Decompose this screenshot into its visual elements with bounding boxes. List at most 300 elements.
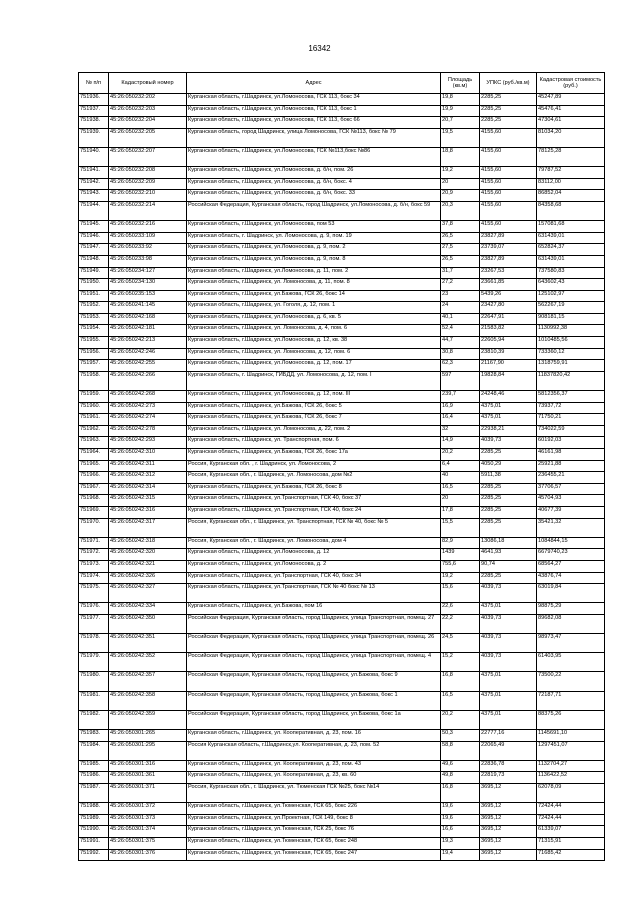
cadastral-number-cell: 45:26:050232:204 — [109, 117, 187, 129]
table-row — [79, 518, 605, 537]
table-row — [79, 772, 605, 784]
upks-cell: 4039,73 — [480, 634, 537, 653]
area-cell: 27,5 — [441, 244, 480, 256]
cadastral-number-cell: 45:26:050301:316 — [109, 760, 187, 772]
upks-cell: 4375,01 — [480, 414, 537, 426]
cadastral-cost-cell: 68564,27 — [537, 560, 605, 572]
area-cell: 40,1 — [441, 313, 480, 325]
cadastral-number-cell: 45:26:050233:109 — [109, 232, 187, 244]
cadastral-cost-cell: 60192,03 — [537, 437, 605, 449]
cadastral-cost-cell: 98875,29 — [537, 603, 605, 615]
address-cell: Россия, Курганская обл., г. Шадринск, ул. Ломоносова, дом 4 — [187, 537, 441, 549]
table-row — [79, 837, 605, 849]
row-number-cell: 751987. — [79, 784, 109, 803]
area-cell: 24,5 — [441, 634, 480, 653]
area-cell: 19,3 — [441, 837, 480, 849]
address-cell: Российская Федерация, Курганская область, город Шадринск, ул.Бажова, бокс 1а — [187, 710, 441, 729]
upks-cell: 4155,60 — [480, 178, 537, 190]
upks-cell: 2285,25 — [480, 495, 537, 507]
cadastral-cost-cell: 157081,68 — [537, 221, 605, 233]
address-cell: Курганская область, г.Шадринск, ул.Ломоносова, д. 12 — [187, 549, 441, 561]
row-number-cell: 751957. — [79, 360, 109, 372]
table-row — [79, 128, 605, 147]
table-row — [79, 784, 605, 803]
area-cell: 20,3 — [441, 201, 480, 220]
area-cell: 1439 — [441, 549, 480, 561]
table-row — [79, 325, 605, 337]
cadastral-number-cell: 45:26:050234:127 — [109, 267, 187, 279]
area-cell: 27,2 — [441, 279, 480, 291]
area-cell: 31,7 — [441, 267, 480, 279]
row-number-cell: 751944. — [79, 201, 109, 220]
table-header-row — [79, 73, 605, 94]
upks-cell: 3695,12 — [480, 826, 537, 838]
cadastral-number-cell: 45:26:050301:265 — [109, 730, 187, 742]
row-number-cell: 751975. — [79, 584, 109, 603]
page-number: 16342 — [308, 44, 331, 53]
header-cadastral-number: Кадастровый номер — [109, 73, 187, 94]
row-number-cell: 751962. — [79, 425, 109, 437]
cadastral-cost-cell: 46161,98 — [537, 449, 605, 461]
address-cell: Курганская область, г.Шадринск, ул.Бажова, ГСК 26, бокс 5 — [187, 402, 441, 414]
upks-cell: 23810,39 — [480, 348, 537, 360]
row-number-cell: 751966. — [79, 472, 109, 484]
cadastral-cost-cell: 72424,44 — [537, 814, 605, 826]
table-row — [79, 279, 605, 291]
cadastral-cost-cell: 84358,68 — [537, 201, 605, 220]
table-row — [79, 849, 605, 861]
table-row — [79, 201, 605, 220]
area-cell: 20,2 — [441, 710, 480, 729]
table-row — [79, 337, 605, 349]
area-cell: 19,6 — [441, 803, 480, 815]
table-row — [79, 147, 605, 166]
upks-cell: 4039,73 — [480, 437, 537, 449]
table-row — [79, 232, 605, 244]
row-number-cell: 751946. — [79, 232, 109, 244]
cadastral-cost-cell: 631439,01 — [537, 232, 605, 244]
upks-cell: 2285,25 — [480, 117, 537, 129]
area-cell: 6,4 — [441, 460, 480, 472]
cadastral-number-cell: 45:26:050242:293 — [109, 437, 187, 449]
table-row — [79, 105, 605, 117]
row-number-cell: 751940. — [79, 147, 109, 166]
row-number-cell: 751956. — [79, 348, 109, 360]
upks-cell: 4375,01 — [480, 672, 537, 691]
row-number-cell: 751948. — [79, 255, 109, 267]
address-cell: Курганская область, г.Шадринск, ул.Ломоносова, ГСК 113, бокс 34 — [187, 94, 441, 106]
row-number-cell: 751992. — [79, 849, 109, 861]
upks-cell: 4641,93 — [480, 549, 537, 561]
table-row — [79, 826, 605, 838]
table-row — [79, 506, 605, 518]
address-cell: Курганская область, г.Шадринск, ул.Ломоносова, д. 2 — [187, 560, 441, 572]
address-cell: Курганская область, г.Шадринск, ул.Бажова, ГСК 26, бокс 17а — [187, 449, 441, 461]
table-row — [79, 255, 605, 267]
cadastral-number-cell: 45:26:050242:278 — [109, 425, 187, 437]
upks-cell: 90,74 — [480, 560, 537, 572]
address-cell: Курганская область, г.Шадринск, ул.Ломоносова, д. б/н, бокс. 33 — [187, 190, 441, 202]
cadastral-number-cell: 45:26:050301:375 — [109, 837, 187, 849]
address-cell: Курганская область, г.Шадринск, ул.Ломоносова, д. 12, пом. 17 — [187, 360, 441, 372]
table-row — [79, 371, 605, 390]
header-upks: УПКС (руб./кв.м) — [480, 73, 537, 94]
cadastral-number-cell: 45:26:050232:202 — [109, 94, 187, 106]
row-number-cell: 751951. — [79, 290, 109, 302]
table-row — [79, 449, 605, 461]
cadastral-number-cell: 45:26:050242:351 — [109, 634, 187, 653]
cadastral-number-cell: 45:26:050242:326 — [109, 572, 187, 584]
table-row — [79, 672, 605, 691]
table-row — [79, 495, 605, 507]
row-number-cell: 751979. — [79, 653, 109, 672]
row-number-cell: 751937. — [79, 105, 109, 117]
area-cell: 49,8 — [441, 772, 480, 784]
row-number-cell: 751983. — [79, 730, 109, 742]
area-cell: 239,7 — [441, 391, 480, 403]
upks-cell: 3695,12 — [480, 814, 537, 826]
cadastral-number-cell: 45:26:050242:311 — [109, 460, 187, 472]
cadastral-cost-cell: 5812356,37 — [537, 391, 605, 403]
area-cell: 755,6 — [441, 560, 480, 572]
row-number-cell: 751963. — [79, 437, 109, 449]
table-row — [79, 760, 605, 772]
area-cell: 20 — [441, 178, 480, 190]
upks-cell: 4155,60 — [480, 190, 537, 202]
upks-cell: 23267,53 — [480, 267, 537, 279]
cadastral-number-cell: 45:26:050234:130 — [109, 279, 187, 291]
area-cell: 30,8 — [441, 348, 480, 360]
upks-cell: 3695,12 — [480, 849, 537, 861]
upks-cell: 4039,73 — [480, 653, 537, 672]
cadastral-cost-cell: 1145691,10 — [537, 730, 605, 742]
cadastral-number-cell: 45:26:050242:320 — [109, 549, 187, 561]
cadastral-cost-cell: 40677,39 — [537, 506, 605, 518]
upks-cell: 2285,25 — [480, 506, 537, 518]
table-row — [79, 267, 605, 279]
address-cell: Курганская область, г.Шадринск, ул.Ломоносова, д. 12, пом. III — [187, 391, 441, 403]
row-number-cell: 751984. — [79, 741, 109, 760]
table-row — [79, 572, 605, 584]
row-number-cell: 751974. — [79, 572, 109, 584]
upks-cell: 23827,89 — [480, 232, 537, 244]
table-row — [79, 460, 605, 472]
row-number-cell: 751988. — [79, 803, 109, 815]
address-cell: Курганская область, г.Шадринск, ул.Ломоносова, д. 6, кв. 5 — [187, 313, 441, 325]
cadastral-number-cell: 45:26:050241:145 — [109, 302, 187, 314]
upks-cell: 19828,84 — [480, 371, 537, 390]
cadastral-number-cell: 45:26:050242:318 — [109, 537, 187, 549]
area-cell: 62,3 — [441, 360, 480, 372]
area-cell: 16,8 — [441, 672, 480, 691]
table-row — [79, 537, 605, 549]
cadastral-number-cell: 45:26:050242:312 — [109, 472, 187, 484]
row-number-cell: 751991. — [79, 837, 109, 849]
table-row — [79, 402, 605, 414]
upks-cell: 4375,01 — [480, 603, 537, 615]
row-number-cell: 751958. — [79, 371, 109, 390]
row-number-cell: 751973. — [79, 560, 109, 572]
row-number-cell: 751967. — [79, 483, 109, 495]
area-cell: 16,8 — [441, 784, 480, 803]
row-number-cell: 751961. — [79, 414, 109, 426]
area-cell: 82,9 — [441, 537, 480, 549]
area-cell: 16,5 — [441, 691, 480, 710]
area-cell: 24 — [441, 302, 480, 314]
row-number-cell: 751970. — [79, 518, 109, 537]
cadastral-cost-cell: 236455,21 — [537, 472, 605, 484]
area-cell: 20 — [441, 495, 480, 507]
address-cell: Курганская область, г.Шадринск, ул. Ломоносова, д. 4, пом. 6 — [187, 325, 441, 337]
address-cell: Курганская область, г.Шадринск, ул.Тюменская, ГСК 65, бокс 248 — [187, 837, 441, 849]
cadastral-cost-cell: 125102,97 — [537, 290, 605, 302]
upks-cell: 3695,12 — [480, 784, 537, 803]
row-number-cell: 751938. — [79, 117, 109, 129]
address-cell: Россия, Курганская обл. , г. Шадринск, ул. Ломоносова, 2 — [187, 460, 441, 472]
table-row — [79, 483, 605, 495]
address-cell: Курганская область, г.Шадринск, ул.Ломоносова, ГСК 113, бокс 1 — [187, 105, 441, 117]
cadastral-number-cell: 45:26:050242:255 — [109, 360, 187, 372]
cadastral-cost-cell: 71750,21 — [537, 414, 605, 426]
cadastral-number-cell: 45:26:050242:273 — [109, 402, 187, 414]
area-cell: 37,8 — [441, 221, 480, 233]
cadastral-number-cell: 45:26:050232:205 — [109, 128, 187, 147]
cadastral-cost-cell: 1318759,91 — [537, 360, 605, 372]
cadastral-number-cell: 45:26:050232:203 — [109, 105, 187, 117]
cadastral-cost-cell: 62078,09 — [537, 784, 605, 803]
cadastral-cost-cell: 98973,47 — [537, 634, 605, 653]
address-cell: Курганская область, г.Шадринск, ул.Ломоносова, д. 9, пом. 8 — [187, 255, 441, 267]
cadastral-number-cell: 45:26:050301:373 — [109, 814, 187, 826]
table-row — [79, 730, 605, 742]
cadastral-number-cell: 45:26:050242:213 — [109, 337, 187, 349]
table-row — [79, 117, 605, 129]
cadastral-cost-cell: 45476,41 — [537, 105, 605, 117]
cadastral-number-cell: 45:26:050242:327 — [109, 584, 187, 603]
cadastral-cost-cell: 6679740,23 — [537, 549, 605, 561]
area-cell: 19,4 — [441, 849, 480, 861]
address-cell: Курганская область, г.Шадринск, ул.Тюменская, ГСК 25, бокс 76 — [187, 826, 441, 838]
upks-cell: 2285,25 — [480, 483, 537, 495]
address-cell: Курганская область, г.Шадринск, ул. Кооперативная, д. 23, кв. 60 — [187, 772, 441, 784]
row-number-cell: 751971. — [79, 537, 109, 549]
cadastral-cost-cell: 78125,28 — [537, 147, 605, 166]
row-number-cell: 751989. — [79, 814, 109, 826]
upks-cell: 2285,25 — [480, 449, 537, 461]
area-cell: 16,9 — [441, 402, 480, 414]
area-cell: 52,4 — [441, 325, 480, 337]
table-row — [79, 425, 605, 437]
address-cell: Курганская область, г.Шадринск, ул.Ломоносова, д. б/н, бокс. 4 — [187, 178, 441, 190]
address-cell: Россия, Курганская обл., г. Шадринск, ул. Транспортная, ГСК № 40, бокс № 5 — [187, 518, 441, 537]
address-cell: Курганская область, г.Шадринск, ул.Ломоносова, д. 11, пом. 2 — [187, 267, 441, 279]
area-cell: 19,5 — [441, 128, 480, 147]
area-cell: 16,6 — [441, 826, 480, 838]
address-cell: Курганская область, г.Шадринск, ул.Транспортная, ГСК № 40 бокс № 13 — [187, 584, 441, 603]
address-cell: Курганская область, г.Шадринск, ул.Транспортная, ГСК 40, бокс 37 — [187, 495, 441, 507]
upks-cell: 2285,25 — [480, 518, 537, 537]
cadastral-cost-cell: 43876,74 — [537, 572, 605, 584]
cadastral-cost-cell: 25921,88 — [537, 460, 605, 472]
cadastral-cost-cell: 631439,01 — [537, 255, 605, 267]
cadastral-cost-cell: 73500,22 — [537, 672, 605, 691]
address-cell: Курганская область, г.Шадринск, ул.Бажова, ГСК 26, бокс 7 — [187, 414, 441, 426]
table-row — [79, 94, 605, 106]
area-cell: 19,9 — [441, 105, 480, 117]
row-number-cell: 751942. — [79, 178, 109, 190]
table-row — [79, 244, 605, 256]
area-cell: 26,5 — [441, 232, 480, 244]
cadastral-cost-cell: 562267,19 — [537, 302, 605, 314]
cadastral-cost-cell: 11837820,42 — [537, 371, 605, 390]
table-row — [79, 584, 605, 603]
table-row — [79, 603, 605, 615]
cadastral-cost-cell: 45247,89 — [537, 94, 605, 106]
table-row — [79, 437, 605, 449]
table-row — [79, 614, 605, 633]
area-cell: 20,7 — [441, 117, 480, 129]
address-cell: Курганская область, г.Шадринск, ул.Ломоносова, ГСК 113, бокс 66 — [187, 117, 441, 129]
address-cell: Россия, Курганская обл., г. Шадринск, ул. Тюменская ГСК №25, бокс №14 — [187, 784, 441, 803]
cadastral-number-cell: 45:26:050242:358 — [109, 691, 187, 710]
row-number-cell: 751949. — [79, 267, 109, 279]
cadastral-number-cell: 45:26:050232:210 — [109, 190, 187, 202]
row-number-cell: 751968. — [79, 495, 109, 507]
area-cell: 17,8 — [441, 506, 480, 518]
row-number-cell: 751978. — [79, 634, 109, 653]
area-cell: 16,4 — [441, 414, 480, 426]
address-cell: Курганская область, г.Шадринск, ул.Ломоносова, д. 12, кв. 38 — [187, 337, 441, 349]
upks-cell: 13086,18 — [480, 537, 537, 549]
upks-cell: 21583,82 — [480, 325, 537, 337]
cadastral-number-cell: 45:26:050242:168 — [109, 313, 187, 325]
address-cell: Курганская область, г.Шадринск, ул.Бажова, пом 16 — [187, 603, 441, 615]
upks-cell: 4039,73 — [480, 614, 537, 633]
row-number-cell: 751972. — [79, 549, 109, 561]
upks-cell: 4155,60 — [480, 128, 537, 147]
upks-cell: 5911,38 — [480, 472, 537, 484]
row-number-cell: 751936. — [79, 94, 109, 106]
cadastral-number-cell: 45:26:050301:361 — [109, 772, 187, 784]
cadastral-number-cell: 45:26:050235:153 — [109, 290, 187, 302]
cadastral-number-cell: 45:26:050301:295 — [109, 741, 187, 760]
upks-cell: 22065,49 — [480, 741, 537, 760]
cadastral-cost-cell: 737580,83 — [537, 267, 605, 279]
area-cell: 597 — [441, 371, 480, 390]
table-row — [79, 653, 605, 672]
cadastral-number-cell: 45:26:050242:321 — [109, 560, 187, 572]
table-row — [79, 290, 605, 302]
upks-cell: 21167,90 — [480, 360, 537, 372]
row-number-cell: 751960. — [79, 402, 109, 414]
area-cell: 19,8 — [441, 94, 480, 106]
upks-cell: 4155,60 — [480, 221, 537, 233]
cadastral-number-cell: 45:26:050301:372 — [109, 803, 187, 815]
address-cell: Курганская область, г.Шадринск, ул.Ломоносова, д. б/н, пом. 26 — [187, 167, 441, 179]
address-cell: Российская Федерация, Курганская область, город Шадринск, ул.Бажова, бокс 9 — [187, 672, 441, 691]
cadastral-cost-cell: 71685,42 — [537, 849, 605, 861]
area-cell: 14,9 — [441, 437, 480, 449]
row-number-cell: 751954. — [79, 325, 109, 337]
upks-cell: 22836,78 — [480, 760, 537, 772]
upks-cell: 4375,01 — [480, 691, 537, 710]
upks-cell: 4155,60 — [480, 167, 537, 179]
address-cell: Российская Федерация, Курганская область, город Шадринск, улица Транспортная, помещ. 26 — [187, 634, 441, 653]
cadastral-number-cell: 45:26:050233:98 — [109, 255, 187, 267]
table-row — [79, 348, 605, 360]
cadastral-number-cell: 45:26:050301:371 — [109, 784, 187, 803]
upks-cell: 3695,12 — [480, 803, 537, 815]
row-number-cell: 751982. — [79, 710, 109, 729]
cadastral-cost-cell: 652824,37 — [537, 244, 605, 256]
row-number-cell: 751941. — [79, 167, 109, 179]
table-row — [79, 803, 605, 815]
address-cell: Российская Федерация, Курганская область, город Шадринск, улица Транспортная, помещ. 27 — [187, 614, 441, 633]
cadastral-number-cell: 45:26:050301:376 — [109, 849, 187, 861]
area-cell: 44,7 — [441, 337, 480, 349]
cadastral-cost-cell: 1297451,07 — [537, 741, 605, 760]
cadastral-number-cell: 45:26:050242:181 — [109, 325, 187, 337]
upks-cell: 24248,46 — [480, 391, 537, 403]
cadastral-cost-cell: 643602,43 — [537, 279, 605, 291]
header-address: Адрес — [187, 73, 441, 94]
upks-cell: 22647,91 — [480, 313, 537, 325]
address-cell: Российская Федерация, Курганская область, город Шадринск, ул.Ломоносова, д. б/н, бокс 59 — [187, 201, 441, 220]
upks-cell: 4375,01 — [480, 402, 537, 414]
upks-cell: 3695,12 — [480, 837, 537, 849]
address-cell: Курганская область, г.Шадринск, ул.Ломоносова, пом 53 — [187, 221, 441, 233]
address-cell: Россия Курганская область, г.Шадринск,ул. Кооперативная, д. 23, пом. 52 — [187, 741, 441, 760]
cadastral-number-cell: 45:26:050242:315 — [109, 495, 187, 507]
cadastral-cost-cell: 45704,93 — [537, 495, 605, 507]
address-cell: Курганская область, г.Шадринск, ул. Ломоносова, д. 11, пом. 8 — [187, 279, 441, 291]
row-number-cell: 751977. — [79, 614, 109, 633]
cadastral-cost-cell: 1130992,38 — [537, 325, 605, 337]
cadastral-number-cell: 45:26:050233:92 — [109, 244, 187, 256]
area-cell: 19,2 — [441, 572, 480, 584]
row-number-cell: 751990. — [79, 826, 109, 838]
area-cell: 58,8 — [441, 741, 480, 760]
cadastral-cost-cell: 35421,32 — [537, 518, 605, 537]
cadastral-cost-cell: 72424,44 — [537, 803, 605, 815]
upks-cell: 5439,26 — [480, 290, 537, 302]
table-row — [79, 313, 605, 325]
cadastral-number-cell: 45:26:050242:357 — [109, 672, 187, 691]
table-row — [79, 302, 605, 314]
cadastral-cost-cell: 72187,71 — [537, 691, 605, 710]
cadastral-cost-cell: 908181,15 — [537, 313, 605, 325]
address-cell: Россия, Курганская обл., г. Шадринск, ул. Ломоносова, дом №2 — [187, 472, 441, 484]
area-cell: 22,2 — [441, 614, 480, 633]
address-cell: Курганская область, г.Шадринск, ул. Ломоносова, д. 12, пом. 6 — [187, 348, 441, 360]
address-cell: Курганская область, г.Шадринск, ул.Транспортная, ГСК 40, бокс 34 — [187, 572, 441, 584]
address-cell: Курганская область, г.Шадринск, ул.Бажова, ГСК 26, бокс 14 — [187, 290, 441, 302]
cadastral-cost-cell: 47304,61 — [537, 117, 605, 129]
area-cell: 26,5 — [441, 255, 480, 267]
cadastral-number-cell: 45:26:050232:216 — [109, 221, 187, 233]
address-cell: Курганская область, город Шадринск, улица Ломоносова, ГСК №113, бокс № 79 — [187, 128, 441, 147]
cadastral-cost-cell: 1084844,15 — [537, 537, 605, 549]
cadastral-number-cell: 45:26:050242:310 — [109, 449, 187, 461]
cadastral-cost-cell: 86852,04 — [537, 190, 605, 202]
cadastral-cost-cell: 37706,57 — [537, 483, 605, 495]
address-cell: Курганская область, г. Шадринск, ул. Ломоносова, д. 9, пом. 19 — [187, 232, 441, 244]
area-cell: 22,6 — [441, 603, 480, 615]
cadastral-number-cell: 45:26:050232:208 — [109, 167, 187, 179]
table-row — [79, 167, 605, 179]
upks-cell: 4155,60 — [480, 147, 537, 166]
row-number-cell: 751981. — [79, 691, 109, 710]
